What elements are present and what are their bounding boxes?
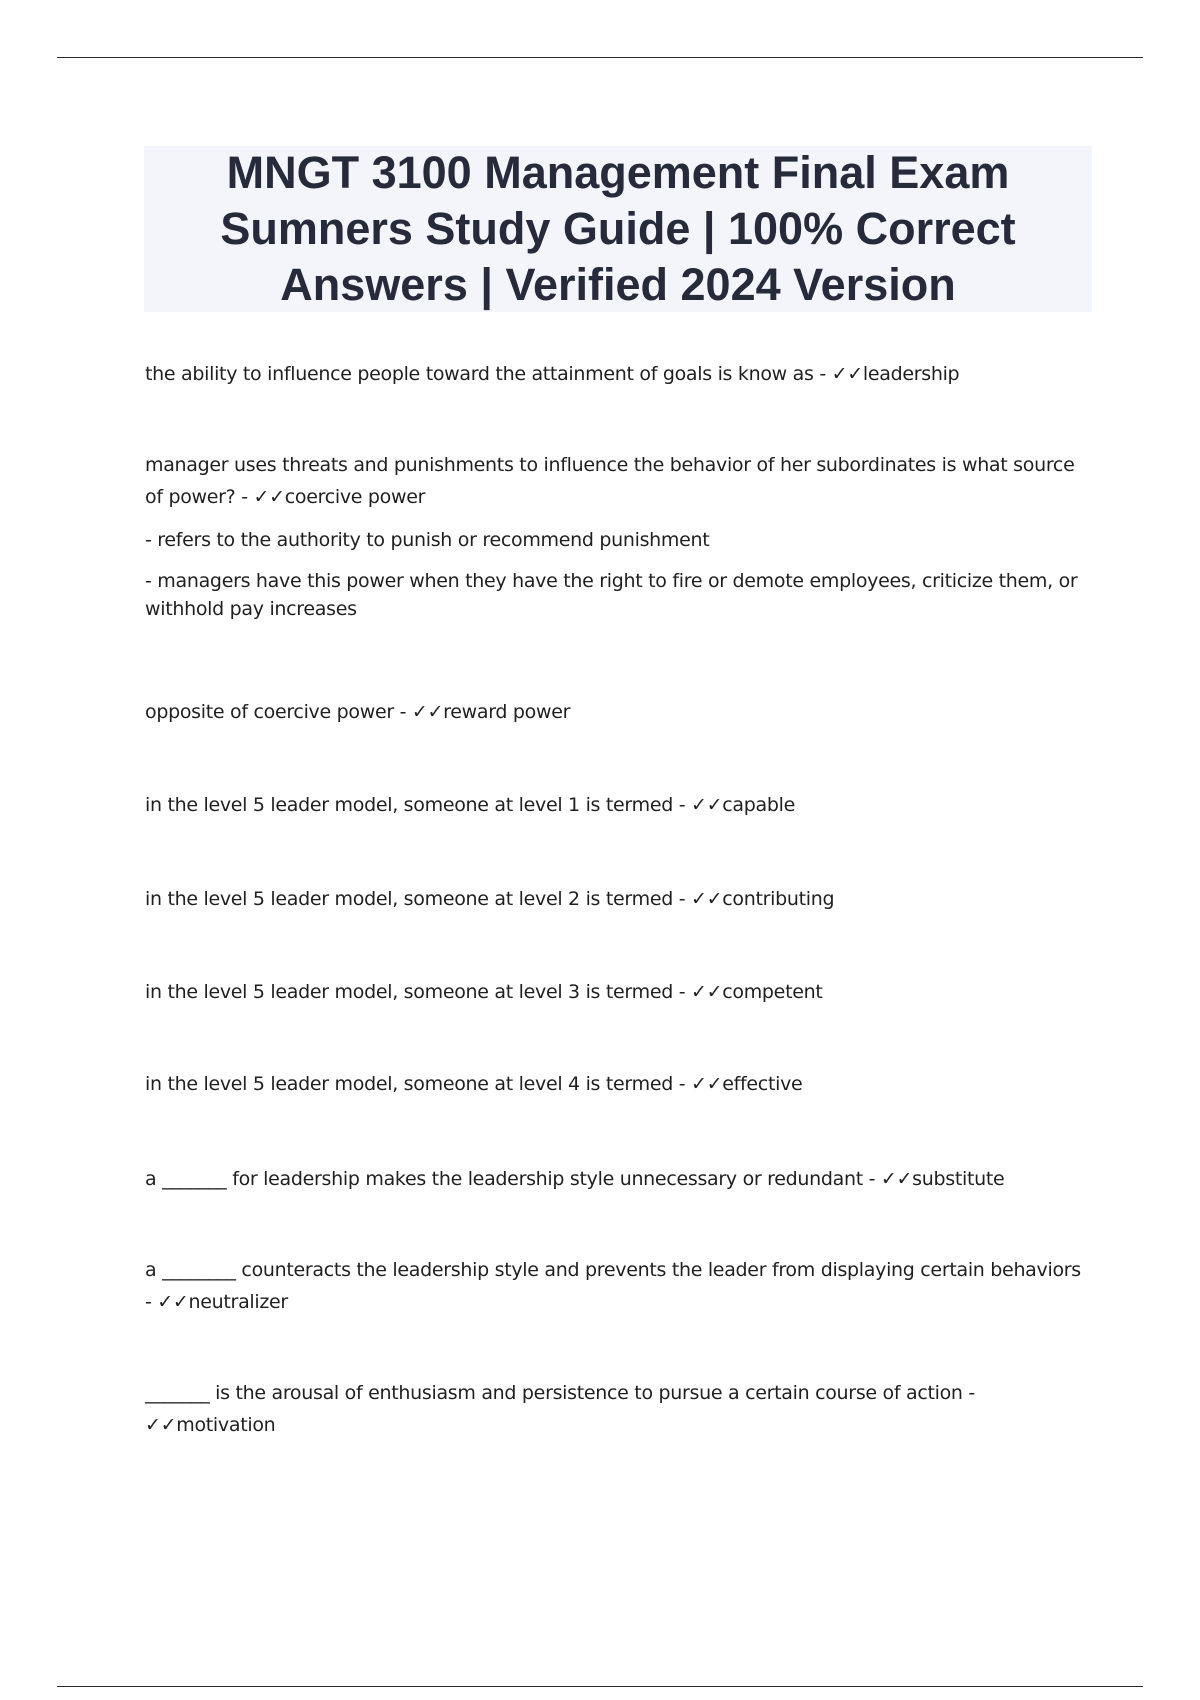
qa-entry-9: [145, 1254, 1085, 1318]
qa-text: in the level 5 leader model, someone at level 4 is termed - ✓✓effective: [145, 1073, 803, 1095]
qa-note-1: - refers to the authority to punish or recommend punishment: [145, 529, 710, 551]
title-banner: [144, 146, 1092, 312]
qa-text: the ability to influence people toward the attainment of goals is know as - ✓✓leadership: [145, 363, 960, 385]
document-title: MNGT 3100 Management Final Exam Sumners Study Guide | 100% Correct Answers | Verified 2024 Version: [220, 147, 1016, 310]
bottom-rule: [57, 1686, 1143, 1687]
qa-text: in the level 5 leader model, someone at level 1 is termed - ✓✓capable: [145, 794, 795, 816]
qa-text: in the level 5 leader model, someone at level 2 is termed - ✓✓contributing: [145, 888, 835, 910]
qa-entry-2: [145, 449, 1085, 623]
qa-entry-10: [145, 1377, 1085, 1441]
qa-note-2: - managers have this power when they have the right to fire or demote employees, criticize them, or withhold pay increases: [145, 570, 1078, 620]
qa-entry-6: [145, 976, 1085, 1008]
qa-entry-3: [145, 696, 1085, 728]
qa-entry-5: [145, 883, 1085, 915]
qa-entry-7: [145, 1068, 1085, 1100]
qa-text: opposite of coercive power - ✓✓reward power: [145, 701, 571, 723]
qa-text: a ________ counteracts the leadership style and prevents the leader from displaying certain behaviors - ✓✓neutralizer: [145, 1259, 1081, 1313]
qa-entry-1: [145, 358, 1085, 390]
qa-text: a _______ for leadership makes the leadership style unnecessary or redundant - ✓✓substitute: [145, 1168, 1005, 1190]
top-rule: [57, 57, 1143, 58]
qa-text: _______ is the arousal of enthusiasm and persistence to pursue a certain course of action - ✓✓motivation: [145, 1382, 975, 1436]
qa-text: in the level 5 leader model, someone at level 3 is termed - ✓✓competent: [145, 981, 823, 1003]
qa-text: manager uses threats and punishments to influence the behavior of her subordinates is what source of power? - ✓✓coercive power: [145, 454, 1075, 508]
qa-entry-4: [145, 789, 1085, 821]
qa-entry-8: [145, 1163, 1085, 1195]
